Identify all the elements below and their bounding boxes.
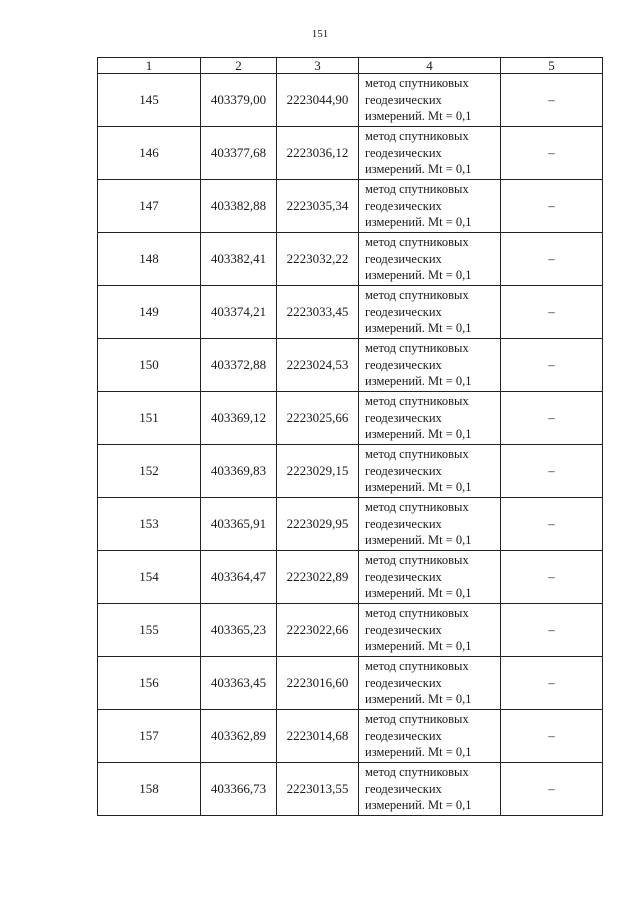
- header-cell-5: 5: [501, 58, 603, 74]
- method-text-line: измерений. Mt = 0,1: [365, 745, 472, 760]
- x-coordinate-cell: 403365,23: [201, 604, 277, 657]
- point-number-cell: 152: [98, 445, 201, 498]
- table-header-row: [98, 58, 603, 74]
- x-coordinate-cell: 403365,91: [201, 498, 277, 551]
- x-coordinate-cell: 403382,41: [201, 233, 277, 286]
- method-text-line: измерений. Mt = 0,1: [365, 586, 472, 601]
- method-text-line: измерений. Mt = 0,1: [365, 533, 472, 548]
- method-text-line: метод спутниковых: [365, 553, 469, 568]
- column-5-cell: –: [501, 74, 603, 127]
- column-5-cell: –: [501, 180, 603, 233]
- method-cell: [359, 339, 501, 392]
- column-5-cell: –: [501, 339, 603, 392]
- method-text-line: метод спутниковых: [365, 712, 469, 727]
- column-5-cell: –: [501, 392, 603, 445]
- x-coordinate-cell: 403369,83: [201, 445, 277, 498]
- point-number-cell: 153: [98, 498, 201, 551]
- y-coordinate-cell: 2223022,66: [277, 604, 359, 657]
- x-coordinate-cell: 403366,73: [201, 763, 277, 816]
- point-number-cell: 150: [98, 339, 201, 392]
- method-cell: [359, 392, 501, 445]
- method-text-line: метод спутниковых: [365, 765, 469, 780]
- table-row: [98, 657, 603, 710]
- y-coordinate-cell: 2223014,68: [277, 710, 359, 763]
- method-text-line: геодезических: [365, 622, 442, 637]
- header-cell-2: 2: [201, 58, 277, 74]
- method-text-line: измерений. Mt = 0,1: [365, 268, 472, 283]
- method-text-line: измерений. Mt = 0,1: [365, 109, 472, 124]
- x-coordinate-cell: 403379,00: [201, 74, 277, 127]
- method-text-line: метод спутниковых: [365, 76, 469, 91]
- method-cell: [359, 657, 501, 710]
- method-text-line: измерений. Mt = 0,1: [365, 798, 472, 813]
- method-cell: [359, 551, 501, 604]
- method-text-line: измерений. Mt = 0,1: [365, 215, 472, 230]
- method-text-line: измерений. Mt = 0,1: [365, 639, 472, 654]
- table-row: [98, 74, 603, 127]
- method-text-line: геодезических: [365, 728, 442, 743]
- table-row: [98, 498, 603, 551]
- method-text-line: геодезических: [365, 251, 442, 266]
- table-row: [98, 127, 603, 180]
- method-text-line: метод спутниковых: [365, 606, 469, 621]
- y-coordinate-cell: 2223024,53: [277, 339, 359, 392]
- y-coordinate-cell: 2223036,12: [277, 127, 359, 180]
- y-coordinate-cell: 2223016,60: [277, 657, 359, 710]
- point-number-cell: 157: [98, 710, 201, 763]
- point-number-cell: 158: [98, 763, 201, 816]
- y-coordinate-cell: 2223029,15: [277, 445, 359, 498]
- point-number-cell: 151: [98, 392, 201, 445]
- method-text-line: метод спутниковых: [365, 288, 469, 303]
- point-number-cell: 148: [98, 233, 201, 286]
- table-row: [98, 339, 603, 392]
- method-text-line: геодезических: [365, 569, 442, 584]
- method-cell: [359, 498, 501, 551]
- method-cell: [359, 286, 501, 339]
- method-cell: [359, 180, 501, 233]
- method-text-line: геодезических: [365, 516, 442, 531]
- column-5-cell: –: [501, 551, 603, 604]
- table-row: [98, 233, 603, 286]
- method-text-line: метод спутниковых: [365, 500, 469, 515]
- point-number-cell: 154: [98, 551, 201, 604]
- method-text-line: геодезических: [365, 410, 442, 425]
- method-text-line: измерений. Mt = 0,1: [365, 427, 472, 442]
- method-text-line: измерений. Mt = 0,1: [365, 374, 472, 389]
- y-coordinate-cell: 2223044,90: [277, 74, 359, 127]
- y-coordinate-cell: 2223022,89: [277, 551, 359, 604]
- page-number: 151: [311, 28, 329, 40]
- table-row: [98, 551, 603, 604]
- y-coordinate-cell: 2223025,66: [277, 392, 359, 445]
- table-row: [98, 445, 603, 498]
- method-text-line: измерений. Mt = 0,1: [365, 321, 472, 336]
- y-coordinate-cell: 2223035,34: [277, 180, 359, 233]
- method-text-line: геодезических: [365, 781, 442, 796]
- method-cell: [359, 710, 501, 763]
- x-coordinate-cell: 403364,47: [201, 551, 277, 604]
- header-cell-1: 1: [98, 58, 201, 74]
- y-coordinate-cell: 2223029,95: [277, 498, 359, 551]
- method-cell: [359, 127, 501, 180]
- table-row: [98, 286, 603, 339]
- column-5-cell: –: [501, 127, 603, 180]
- column-5-cell: –: [501, 445, 603, 498]
- point-number-cell: 147: [98, 180, 201, 233]
- method-text-line: метод спутниковых: [365, 394, 469, 409]
- method-text-line: геодезических: [365, 463, 442, 478]
- method-text-line: геодезических: [365, 92, 442, 107]
- method-text-line: метод спутниковых: [365, 341, 469, 356]
- method-text-line: метод спутниковых: [365, 447, 469, 462]
- method-cell: [359, 604, 501, 657]
- method-cell: [359, 445, 501, 498]
- x-coordinate-cell: 403382,88: [201, 180, 277, 233]
- method-text-line: геодезических: [365, 357, 442, 372]
- coordinates-table: [97, 57, 603, 816]
- y-coordinate-cell: 2223032,22: [277, 233, 359, 286]
- point-number-cell: 149: [98, 286, 201, 339]
- column-5-cell: –: [501, 710, 603, 763]
- method-cell: [359, 233, 501, 286]
- method-cell: [359, 74, 501, 127]
- column-5-cell: –: [501, 763, 603, 816]
- x-coordinate-cell: 403362,89: [201, 710, 277, 763]
- header-cell-4: 4: [359, 58, 501, 74]
- header-cell-3: 3: [277, 58, 359, 74]
- method-text-line: метод спутниковых: [365, 235, 469, 250]
- table-row: [98, 180, 603, 233]
- x-coordinate-cell: 403374,21: [201, 286, 277, 339]
- x-coordinate-cell: 403363,45: [201, 657, 277, 710]
- method-text-line: метод спутниковых: [365, 129, 469, 144]
- method-text-line: измерений. Mt = 0,1: [365, 162, 472, 177]
- column-5-cell: –: [501, 498, 603, 551]
- column-5-cell: –: [501, 604, 603, 657]
- method-text-line: геодезических: [365, 198, 442, 213]
- point-number-cell: 145: [98, 74, 201, 127]
- method-cell: [359, 763, 501, 816]
- method-text-line: геодезических: [365, 675, 442, 690]
- point-number-cell: 155: [98, 604, 201, 657]
- table-row: [98, 392, 603, 445]
- method-text-line: геодезических: [365, 304, 442, 319]
- table-row: [98, 604, 603, 657]
- y-coordinate-cell: 2223013,55: [277, 763, 359, 816]
- method-text-line: измерений. Mt = 0,1: [365, 692, 472, 707]
- method-text-line: метод спутниковых: [365, 182, 469, 197]
- point-number-cell: 156: [98, 657, 201, 710]
- table-row: [98, 710, 603, 763]
- column-5-cell: –: [501, 233, 603, 286]
- column-5-cell: –: [501, 286, 603, 339]
- method-text-line: метод спутниковых: [365, 659, 469, 674]
- table-row: [98, 763, 603, 816]
- method-text-line: измерений. Mt = 0,1: [365, 480, 472, 495]
- x-coordinate-cell: 403372,88: [201, 339, 277, 392]
- x-coordinate-cell: 403377,68: [201, 127, 277, 180]
- y-coordinate-cell: 2223033,45: [277, 286, 359, 339]
- x-coordinate-cell: 403369,12: [201, 392, 277, 445]
- point-number-cell: 146: [98, 127, 201, 180]
- column-5-cell: –: [501, 657, 603, 710]
- method-text-line: геодезических: [365, 145, 442, 160]
